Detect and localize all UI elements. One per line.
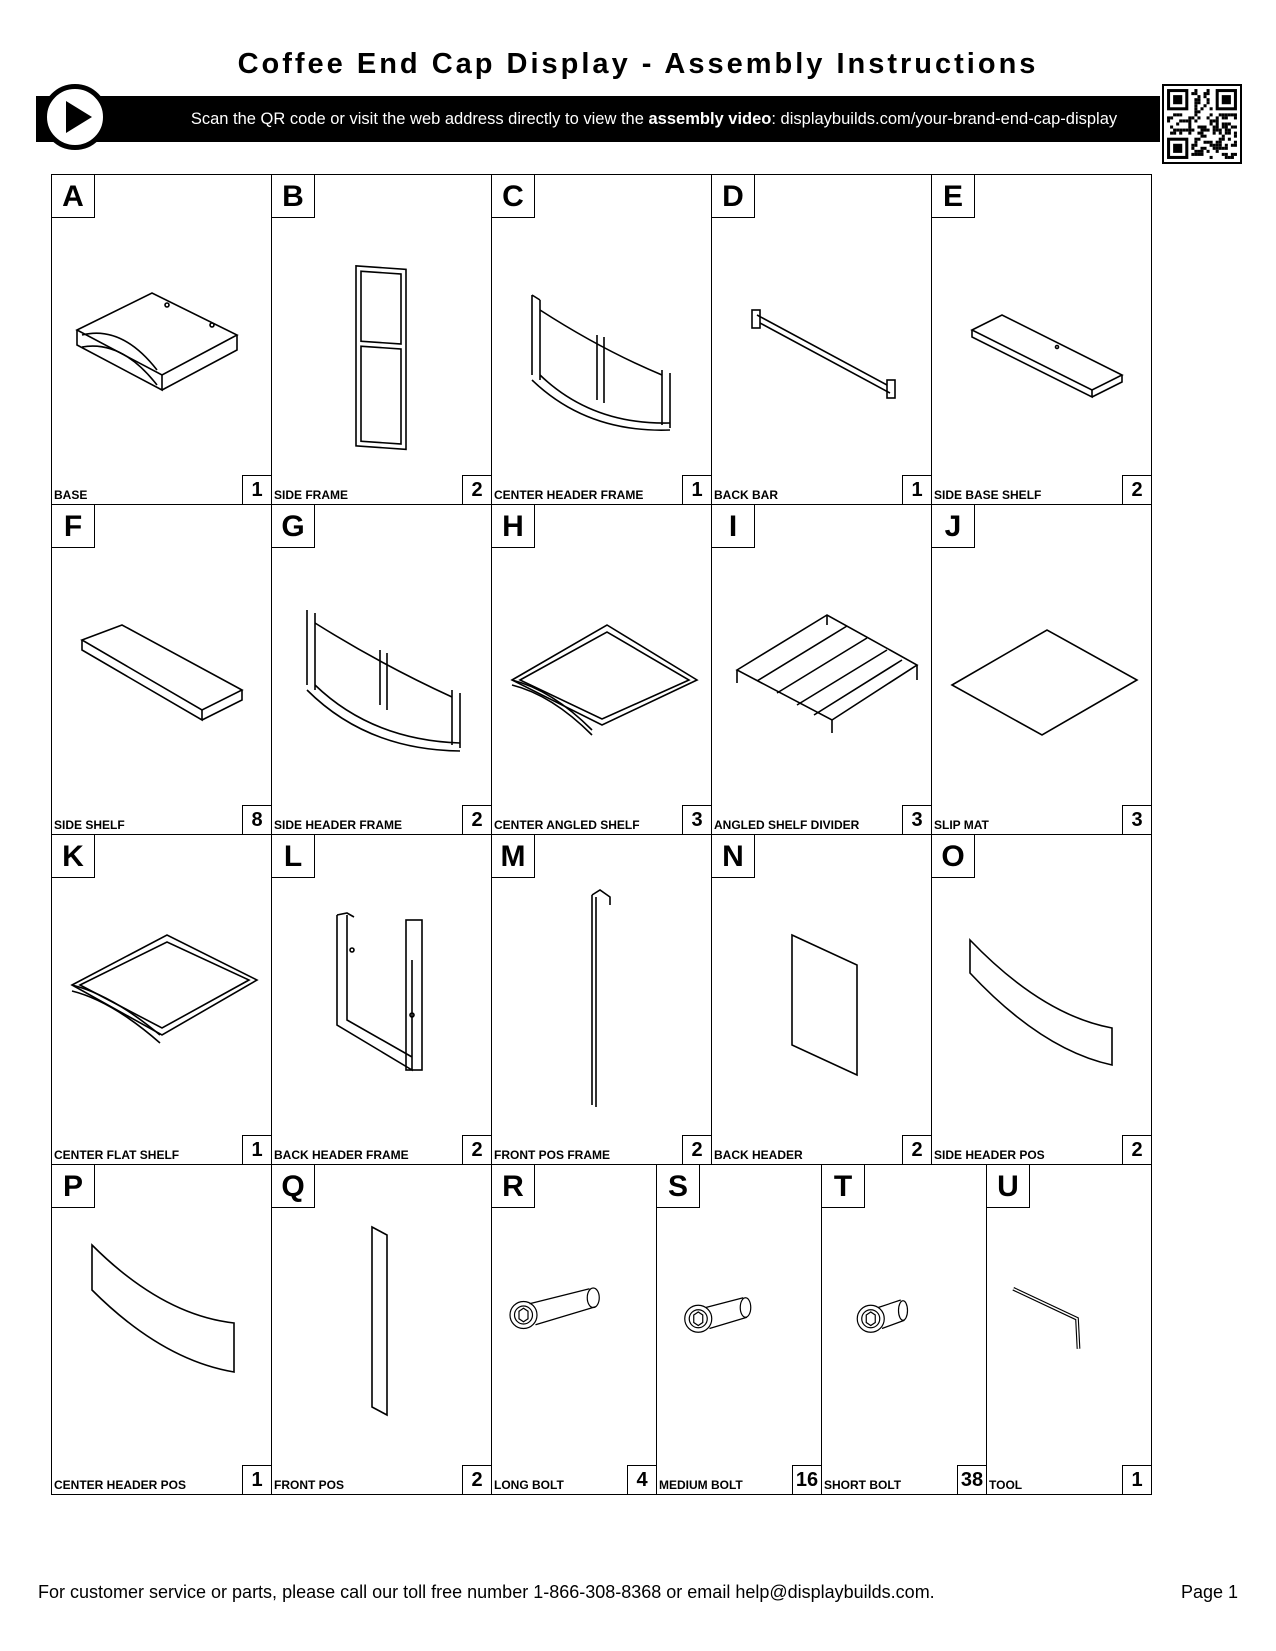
part-illustration — [272, 175, 492, 505]
part-cell — [931, 504, 1152, 835]
part-quantity: 3 — [902, 805, 932, 835]
part-cell — [711, 174, 932, 505]
part-cell — [931, 174, 1152, 505]
part-name: CENTER HEADER POS — [54, 1478, 187, 1492]
part-quantity: 4 — [627, 1465, 657, 1495]
part-letter: E — [931, 174, 975, 218]
part-quantity: 16 — [792, 1465, 822, 1495]
part-letter: P — [51, 1164, 95, 1208]
part-cell — [711, 504, 932, 835]
part-name: SIDE HEADER FRAME — [274, 818, 403, 832]
part-name: FRONT POS FRAME — [494, 1148, 610, 1162]
part-illustration — [712, 175, 932, 505]
part-illustration — [272, 1165, 492, 1495]
part-illustration — [272, 505, 492, 835]
part-quantity: 2 — [682, 1135, 712, 1165]
part-name: CENTER HEADER FRAME — [494, 488, 644, 502]
part-illustration — [712, 505, 932, 835]
part-cell — [711, 834, 932, 1165]
part-letter: O — [931, 834, 975, 878]
part-illustration — [52, 505, 272, 835]
part-quantity: 2 — [902, 1135, 932, 1165]
part-cell — [51, 1164, 272, 1495]
part-cell — [931, 834, 1152, 1165]
part-cell — [821, 1164, 987, 1495]
part-cell — [51, 504, 272, 835]
part-letter: G — [271, 504, 315, 548]
part-quantity: 2 — [1122, 475, 1152, 505]
part-name: CENTER ANGLED SHELF — [494, 818, 640, 832]
qr-code-icon[interactable] — [1162, 84, 1242, 164]
part-illustration — [822, 1165, 987, 1495]
part-quantity: 1 — [242, 1135, 272, 1165]
part-illustration — [52, 835, 272, 1165]
part-quantity: 8 — [242, 805, 272, 835]
part-letter: F — [51, 504, 95, 548]
part-name: TOOL — [989, 1478, 1023, 1492]
part-name: SIDE BASE SHELF — [934, 488, 1042, 502]
part-quantity: 1 — [242, 1465, 272, 1495]
part-illustration — [52, 175, 272, 505]
part-letter: J — [931, 504, 975, 548]
part-letter: M — [491, 834, 535, 878]
part-cell — [271, 1164, 492, 1495]
part-illustration — [932, 835, 1152, 1165]
part-cell — [491, 174, 712, 505]
part-cell — [986, 1164, 1152, 1495]
part-name: SIDE FRAME — [274, 488, 349, 502]
part-quantity: 2 — [1122, 1135, 1152, 1165]
part-illustration — [932, 175, 1152, 505]
part-letter: U — [986, 1164, 1030, 1208]
part-quantity: 2 — [462, 805, 492, 835]
part-letter: B — [271, 174, 315, 218]
part-name: BASE — [54, 488, 88, 502]
part-illustration — [657, 1165, 822, 1495]
part-cell — [51, 834, 272, 1165]
part-letter: N — [711, 834, 755, 878]
part-cell — [491, 504, 712, 835]
part-name: FRONT POS — [274, 1478, 345, 1492]
part-quantity: 38 — [957, 1465, 987, 1495]
part-name: MEDIUM BOLT — [659, 1478, 743, 1492]
part-name: SIDE HEADER POS — [934, 1148, 1045, 1162]
part-letter: D — [711, 174, 755, 218]
part-letter: H — [491, 504, 535, 548]
part-illustration — [52, 1165, 272, 1495]
part-quantity: 2 — [462, 1465, 492, 1495]
part-illustration — [492, 175, 712, 505]
page-title: Coffee End Cap Display - Assembly Instructions — [237, 48, 1039, 80]
part-letter: I — [711, 504, 755, 548]
part-letter: A — [51, 174, 95, 218]
footer-contact: For customer service or parts, please call our toll free number 1-866-308-8368 or email help@displaybuilds.com. — [38, 1582, 935, 1602]
part-cell — [51, 174, 272, 505]
part-name: SHORT BOLT — [824, 1478, 902, 1492]
part-name: SLIP MAT — [934, 818, 989, 832]
part-letter: C — [491, 174, 535, 218]
part-cell — [271, 834, 492, 1165]
part-quantity: 1 — [242, 475, 272, 505]
part-quantity: 3 — [1122, 805, 1152, 835]
part-name: ANGLED SHELF DIVIDER — [714, 818, 860, 832]
part-name: LONG BOLT — [494, 1478, 564, 1492]
part-illustration — [987, 1165, 1152, 1495]
part-quantity: 3 — [682, 805, 712, 835]
part-name: BACK HEADER FRAME — [274, 1148, 409, 1162]
part-illustration — [932, 505, 1152, 835]
part-cell — [271, 174, 492, 505]
part-quantity: 2 — [462, 1135, 492, 1165]
part-letter: S — [656, 1164, 700, 1208]
part-cell — [271, 504, 492, 835]
page-number: Page 1 — [1180, 1582, 1238, 1602]
part-letter: L — [271, 834, 315, 878]
part-letter: T — [821, 1164, 865, 1208]
part-illustration — [492, 505, 712, 835]
part-illustration — [712, 835, 932, 1165]
play-icon[interactable] — [42, 84, 108, 150]
part-cell — [491, 834, 712, 1165]
part-quantity: 1 — [1122, 1465, 1152, 1495]
part-quantity: 2 — [462, 475, 492, 505]
banner-text: Scan the QR code or visit the web address directly to view the assembly video: displaybuilds.com/your-brand-end-cap-display — [190, 110, 1118, 128]
banner-bold-text: assembly video — [648, 110, 772, 128]
part-letter: K — [51, 834, 95, 878]
part-cell — [656, 1164, 822, 1495]
part-name: BACK BAR — [714, 488, 778, 502]
part-illustration — [492, 835, 712, 1165]
part-cell — [491, 1164, 657, 1495]
part-quantity: 1 — [682, 475, 712, 505]
part-name: BACK HEADER — [714, 1148, 803, 1162]
part-illustration — [272, 835, 492, 1165]
video-banner — [36, 96, 1160, 142]
part-letter: Q — [271, 1164, 315, 1208]
part-quantity: 1 — [902, 475, 932, 505]
part-name: SIDE SHELF — [54, 818, 125, 832]
part-name: CENTER FLAT SHELF — [54, 1148, 180, 1162]
part-illustration — [492, 1165, 657, 1495]
part-letter: R — [491, 1164, 535, 1208]
